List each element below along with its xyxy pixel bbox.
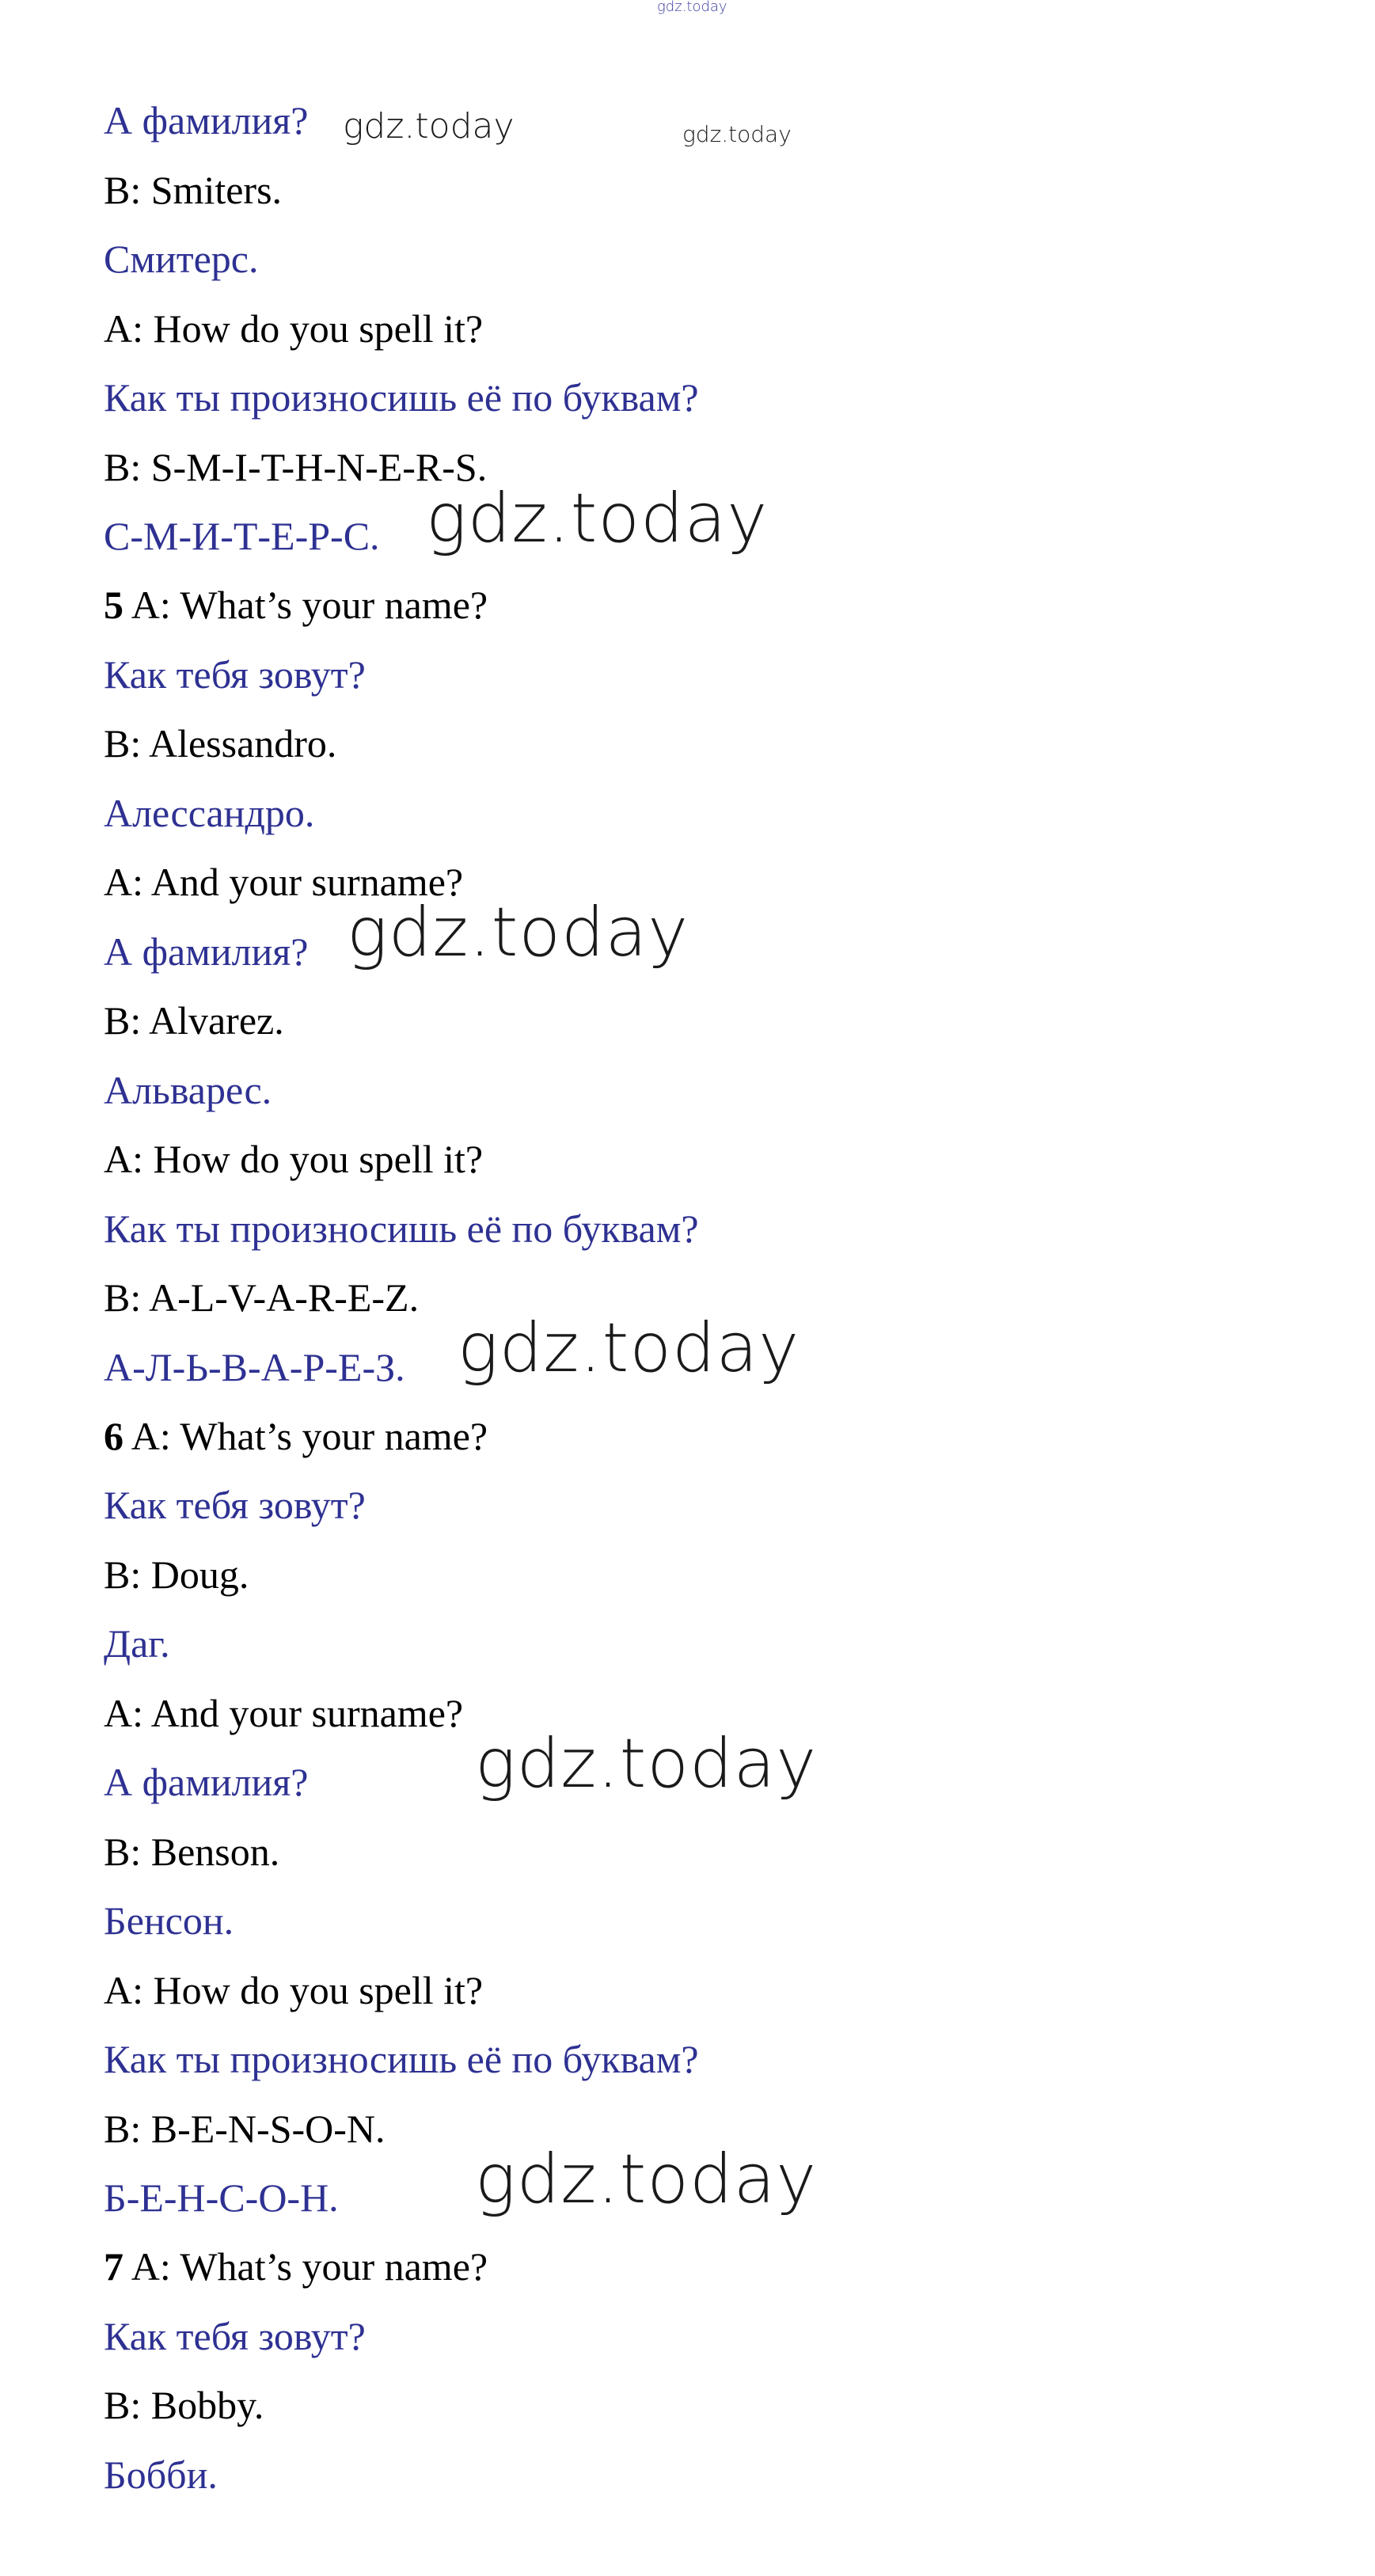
line-15: Альварес. bbox=[104, 1068, 272, 1112]
line-27: Бенсон. bbox=[104, 1898, 234, 1943]
line-21: Как тебя зовут? bbox=[104, 1483, 366, 1527]
line-8-text: A: What’s your name? bbox=[123, 583, 488, 627]
line-6: B: S-M-I-T-H-N-E-R-S. bbox=[104, 445, 488, 489]
line-5: Как ты произносишь её по буквам? bbox=[104, 375, 699, 420]
line-26: B: Benson. bbox=[104, 1829, 280, 1874]
line-2: B: Smiters. bbox=[104, 168, 283, 212]
line-20 bbox=[104, 1412, 488, 1460]
line-23: Даг. bbox=[104, 1621, 170, 1666]
line-31: Б-Е-Н-С-О-Н. bbox=[104, 2175, 339, 2220]
line-11: Алессандро. bbox=[104, 791, 315, 835]
item-number-6: 6 bbox=[104, 1414, 123, 1458]
watermark-top: gdz.today bbox=[657, 0, 727, 15]
item-number-7: 7 bbox=[104, 2244, 123, 2289]
line-34: B: Bobby. bbox=[104, 2383, 264, 2427]
line-12: A: And your surname? bbox=[104, 860, 464, 904]
line-3: Смитерс. bbox=[104, 237, 259, 281]
line-19: А-Л-Ь-В-А-Р-Е-З. bbox=[104, 1345, 405, 1389]
watermark-6: gdz.today bbox=[475, 1724, 818, 1803]
line-33: Как тебя зовут? bbox=[104, 2314, 366, 2358]
line-24: A: And your surname? bbox=[104, 1691, 464, 1735]
watermark-4: gdz.today bbox=[347, 893, 689, 972]
line-28: A: How do you spell it? bbox=[104, 1968, 484, 2012]
item-number-5: 5 bbox=[104, 583, 123, 627]
line-32-text: A: What’s your name? bbox=[123, 2244, 488, 2289]
watermark-2: gdz.today bbox=[682, 121, 792, 147]
line-8 bbox=[104, 581, 488, 629]
line-9: Как тебя зовут? bbox=[104, 652, 366, 697]
line-13: А фамилия? bbox=[104, 929, 309, 974]
line-25: А фамилия? bbox=[104, 1760, 309, 1804]
line-7: С-М-И-Т-Е-Р-С. bbox=[104, 514, 380, 558]
line-22: B: Doug. bbox=[104, 1552, 249, 1597]
line-1: А фамилия? bbox=[104, 98, 309, 142]
line-4: A: How do you spell it? bbox=[104, 306, 484, 351]
line-30: B: B-E-N-S-O-N. bbox=[104, 2107, 386, 2151]
line-29: Как ты произносишь её по буквам? bbox=[104, 2037, 699, 2081]
watermark-7: gdz.today bbox=[475, 2140, 818, 2219]
watermark-3: gdz.today bbox=[426, 479, 769, 558]
line-10: B: Alessandro. bbox=[104, 721, 337, 766]
line-32 bbox=[104, 2243, 488, 2290]
watermark-1: gdz.today bbox=[343, 106, 515, 146]
line-14: B: Alvarez. bbox=[104, 998, 284, 1043]
line-20-text: A: What’s your name? bbox=[123, 1414, 488, 1458]
watermark-5: gdz.today bbox=[458, 1309, 800, 1388]
line-35: Бобби. bbox=[104, 2453, 218, 2497]
line-18: B: A-L-V-A-R-E-Z. bbox=[104, 1275, 420, 1320]
line-16: A: How do you spell it? bbox=[104, 1137, 484, 1181]
line-17: Как ты произносишь её по буквам? bbox=[104, 1206, 699, 1251]
